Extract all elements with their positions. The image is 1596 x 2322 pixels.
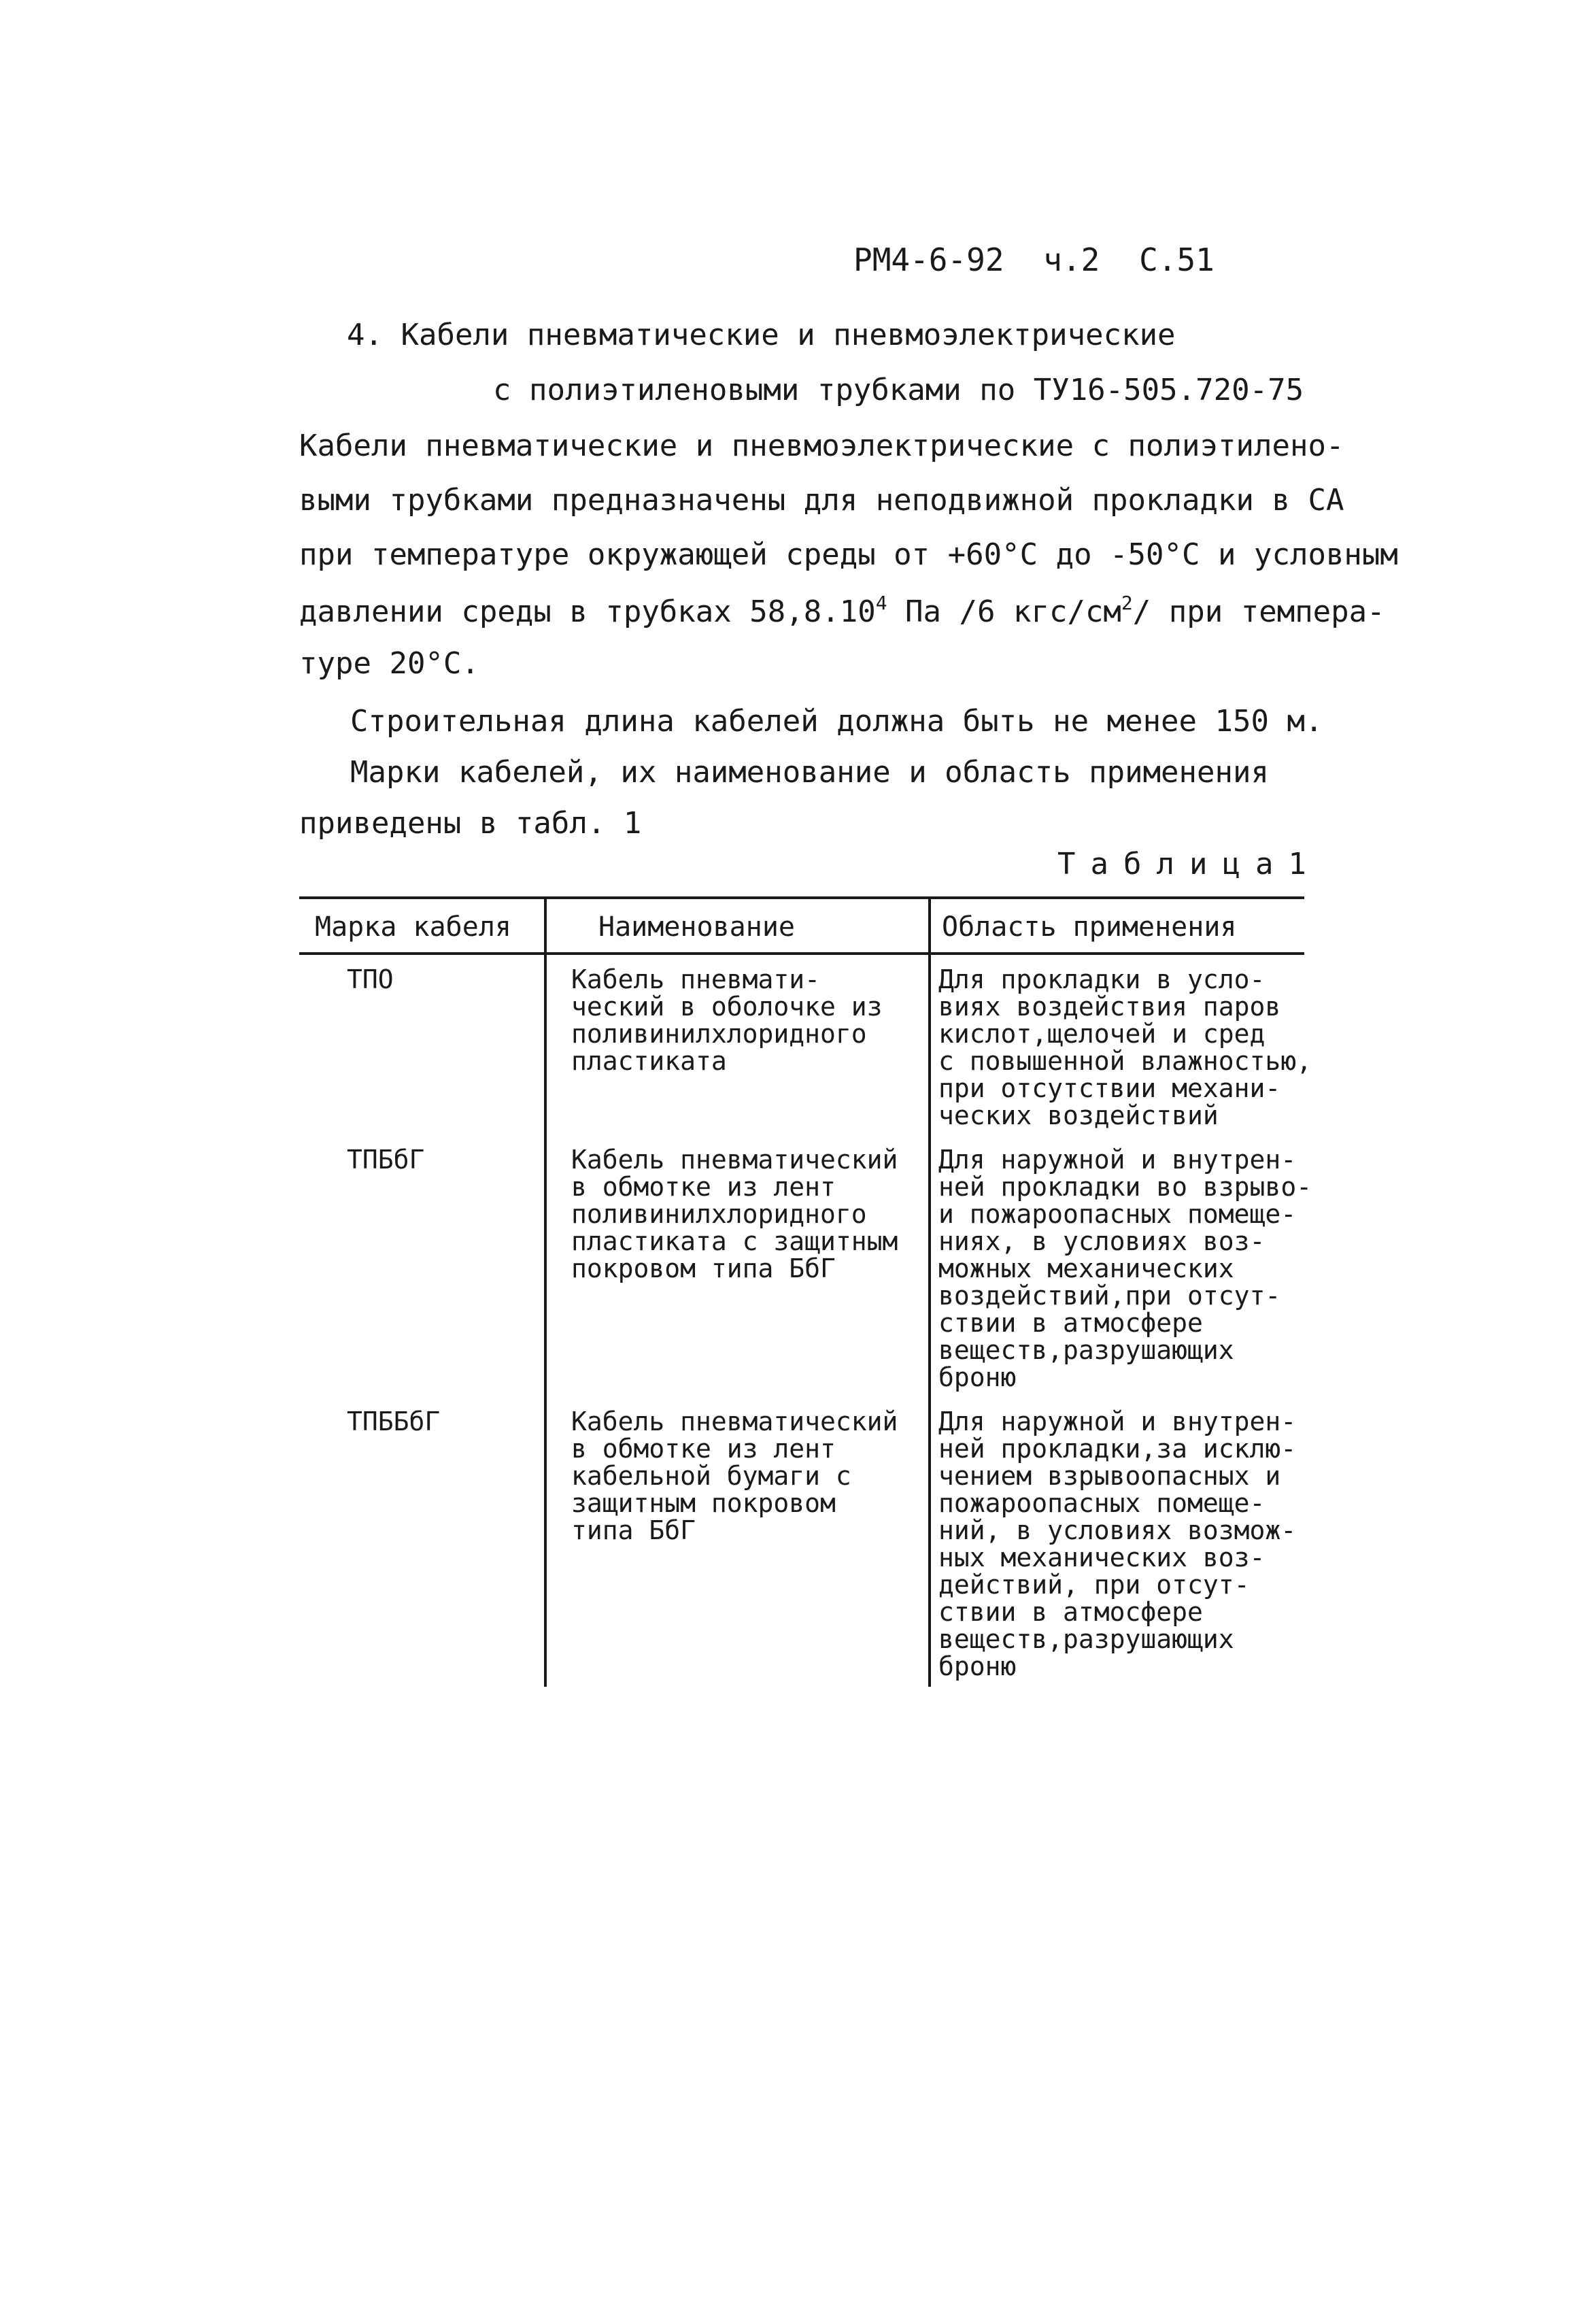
document-code: РМ4-6-92 (853, 241, 1004, 278)
page-header (853, 241, 1215, 278)
paragraph-line: выми трубками предназначены для неподвижной прокладки в СА (299, 483, 1344, 518)
cell-application-area: Для наружной и внутрен- ней прокладки во взрыво- и пожароопасных помеще- ниях, в условиях воз- можных механических воздействий,при отсут- ствии в атмосфере веществ,разрушающих броню (938, 1145, 1312, 1392)
cell-cable-mark: ТПББбГ (347, 1407, 441, 1436)
column-header-name: Наименование (598, 911, 795, 943)
cell-cable-name: Кабель пневмати- ческий в оболочке из поливинилхлоридного пластиката (571, 964, 883, 1076)
cell-application-area: Для прокладки в усло- виях воздействия паров кислот,щелочей и сред с повышенной влажностью, при отсутствии механи- ческих воздействий (938, 964, 1312, 1130)
cell-cable-name: Кабель пневматический в обмотке из лент кабельной бумаги с защитным покровом типа БбГ (571, 1407, 898, 1545)
table-column-divider (928, 898, 931, 1687)
cell-cable-mark: ТПБбГ (347, 1145, 425, 1175)
paragraph-line: Строительная длина кабелей должна быть не менее 150 м. (350, 704, 1323, 739)
column-header-area: Область применения (942, 911, 1237, 943)
page-number: С.51 (1139, 241, 1215, 278)
table-column-divider (544, 898, 547, 1687)
paragraph-line: Марки кабелей, их наименование и область применения (350, 755, 1270, 790)
table-header-rule (299, 952, 1304, 955)
section-subtitle: с полиэтиленовыми трубками по ТУ16-505.720-75 (493, 373, 1304, 407)
section-title: 4. Кабели пневматические и пневмоэлектрические (347, 318, 1176, 352)
paragraph-line: Кабели пневматические и пневмоэлектрические с полиэтилено- (299, 428, 1344, 463)
paragraph-line: туре 20°С. (299, 646, 479, 681)
paragraph-line: при температуре окружающей среды от +60°С до -50°С и условным (299, 537, 1398, 572)
paragraph-line: давлении среды в трубках 58,8.10$^4$ Па /6 кгс/$см^2/$ при темпера- (299, 592, 1385, 629)
document-part: ч.2 (1043, 241, 1100, 278)
paragraph-line: приведены в табл. 1 (299, 806, 642, 841)
cell-cable-name: Кабель пневматический в обмотке из лент поливинилхлоридного пластиката с защитным покровом типа БбГ (571, 1145, 898, 1283)
table-caption: Таблица1 (1057, 847, 1321, 881)
cell-cable-mark: ТПО (347, 964, 394, 994)
column-header-mark: Марка кабеля (315, 911, 511, 943)
table-top-rule (299, 896, 1304, 899)
cell-application-area: Для наружной и внутрен- ней прокладки,за исклю- чением взрывоопасных и пожароопасных помеще- ний, в условиях возмож- ных механических воз- действий, при отсут- ствии в атмосфере веществ,разрушающих броню (938, 1407, 1297, 1681)
